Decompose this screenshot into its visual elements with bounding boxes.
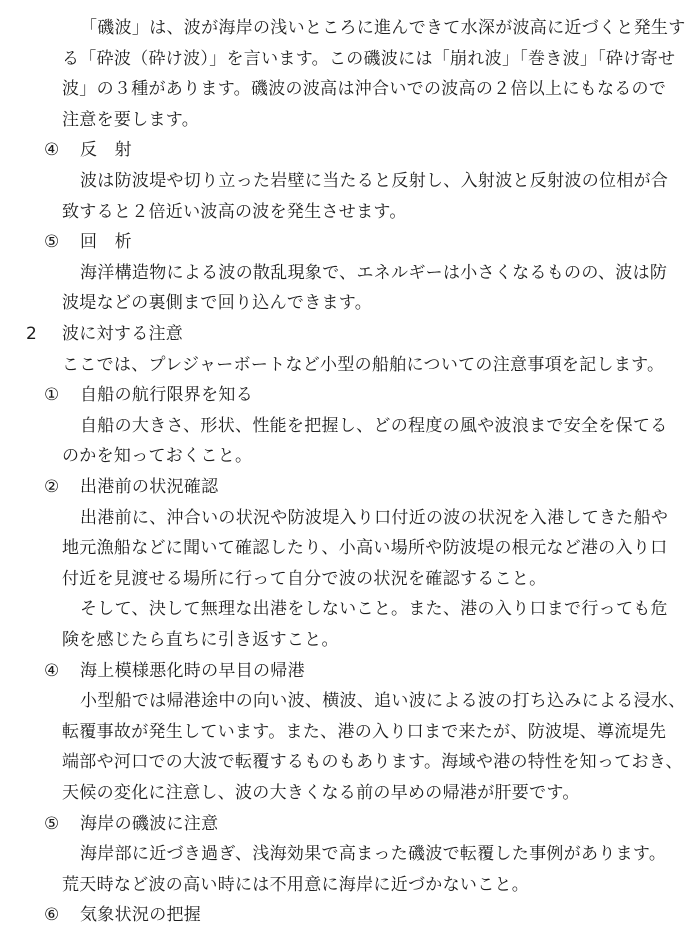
item-number-limits: ① xyxy=(44,385,60,405)
item-number-surf: ⑤ xyxy=(44,814,60,834)
diffraction-line-2: 波堤などの裏側まで回り込んできます。 xyxy=(62,293,373,313)
predeparture-line-3: 付近を見渡せる場所に行って自分で波の状況を確認すること。 xyxy=(62,569,547,589)
predeparture-line-5: 険を感じたら直ちに引き返すこと。 xyxy=(62,630,339,650)
intro-line-1: 「磯波」は、波が海岸の浅いところに進んできて水深が波高に近づくと発生す xyxy=(80,18,686,38)
section-number: 2 xyxy=(26,324,38,344)
reflection-line-2: 致すると２倍近い波高の波を発生させます。 xyxy=(62,202,407,222)
item-number-weather: ⑥ xyxy=(44,905,60,925)
item-number-diffraction: ⑤ xyxy=(44,232,60,252)
surf-line-1: 海岸部に近づき過ぎ、浅海効果で高まった磯波で転覆した事例があります。 xyxy=(80,844,667,864)
item-title-limits: 自船の航行限界を知る xyxy=(80,385,253,405)
predeparture-line-2: 地元漁船などに聞いて確認したり、小高い場所や防波堤の根元など港の入り口 xyxy=(62,538,668,558)
early-return-line-4: 天候の変化に注意し、波の大きくなる前の早めの帰港が肝要です。 xyxy=(62,783,580,803)
item-title-reflection: 反 射 xyxy=(80,140,132,160)
section-intro: ここでは、プレジャーボートなど小型の船舶についての注意事項を記します。 xyxy=(62,355,665,375)
item-title-predeparture: 出港前の状況確認 xyxy=(80,477,219,497)
predeparture-line-1: 出港前に、沖合いの状況や防波堤入り口付近の波の状況を入港してきた船や xyxy=(80,508,669,528)
item-number-early-return: ④ xyxy=(44,661,60,681)
diffraction-line-1: 海洋構造物による波の散乱現象で、エネルギーは小さくなるものの、波は防 xyxy=(80,263,668,283)
item-title-diffraction: 回 析 xyxy=(80,232,132,252)
item-title-surf: 海岸の磯波に注意 xyxy=(80,814,219,834)
early-return-line-3: 端部や河口での大波で転覆するものもあります。海域や港の特性を知っておき、 xyxy=(62,752,683,772)
intro-line-2: る「砕波（砕け波）」を言います。この磯波には「崩れ波」「巻き波」「砕け寄せ xyxy=(62,49,676,69)
item-title-early-return: 海上模様悪化時の早目の帰港 xyxy=(80,661,305,681)
item-number-predeparture: ② xyxy=(44,477,60,497)
item-title-weather: 気象状況の把握 xyxy=(80,905,202,925)
intro-line-4: 注意を要します。 xyxy=(62,110,200,130)
intro-line-3: 波」の３種があります。磯波の波高は沖合いでの波高の２倍以上にもなるので xyxy=(62,79,667,99)
predeparture-line-4: そして、決して無理な出港をしないこと。また、港の入り口まで行っても危 xyxy=(80,599,668,619)
surf-line-2: 荒天時など波の高い時には不用意に海岸に近づかないこと。 xyxy=(62,875,530,895)
reflection-line-1: 波は防波堤や切り立った岩壁に当たると反射し、入射波と反射波の位相が合 xyxy=(80,171,669,191)
early-return-line-2: 転覆事故が発生しています。また、港の入り口まで来たが、防波堤、導流堤先 xyxy=(62,722,667,742)
section-title: 波に対する注意 xyxy=(62,324,184,344)
limits-line-1: 自船の大きさ、形状、性能を把握し、どの程度の風や波浪まで安全を保てる xyxy=(80,416,668,436)
item-number-reflection: ④ xyxy=(44,140,60,160)
limits-line-2: のかを知っておくこと。 xyxy=(62,446,253,466)
early-return-line-1: 小型船では帰港途中の向い波、横波、追い波による波の打ち込みによる浸水、 xyxy=(80,691,686,711)
